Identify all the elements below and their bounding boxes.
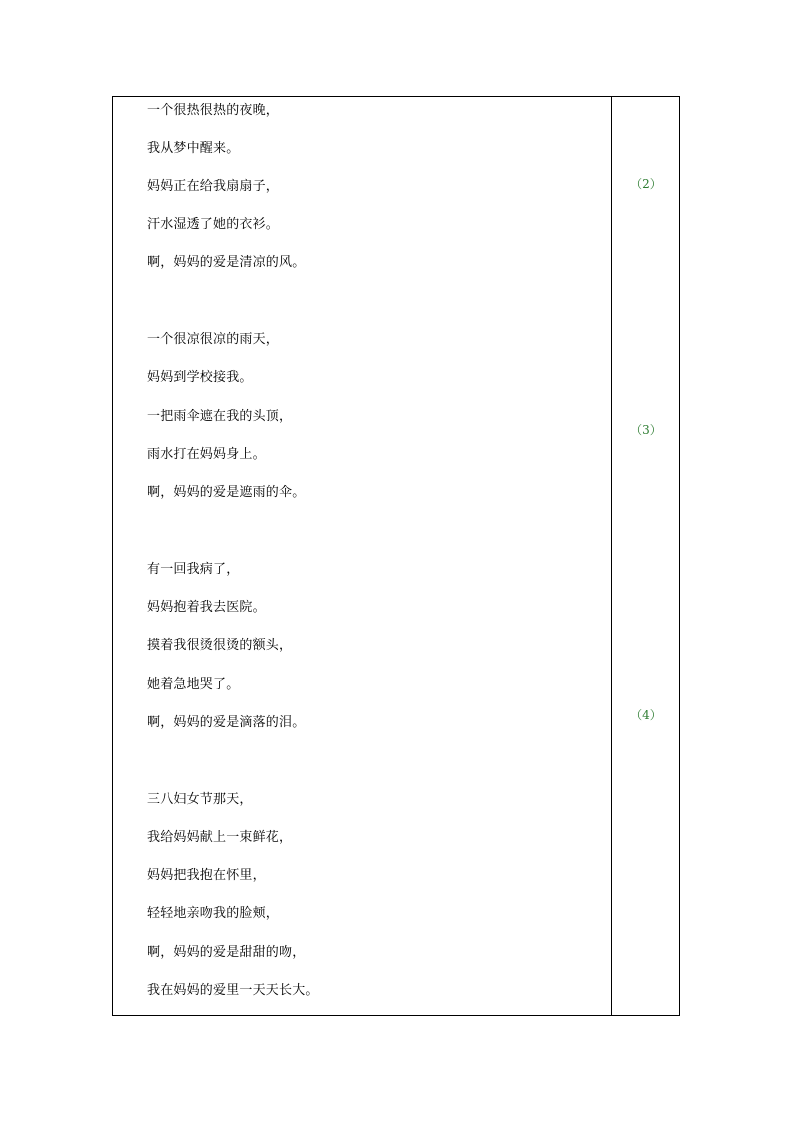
poem-line: 我在妈妈的爱里一天天长大。 xyxy=(147,983,319,998)
poem-line: 啊，妈妈的爱是滴落的泪。 xyxy=(147,715,306,730)
poem-line: 妈妈正在给我扇扇子， xyxy=(147,179,280,194)
poem-line: 轻轻地亲吻我的脸颊， xyxy=(147,906,280,921)
poem-line: 一个很热很热的夜晚， xyxy=(147,103,280,118)
poem-line: 摸着我很烫很烫的额头， xyxy=(147,638,293,653)
poem-line: 我从梦中醒来。 xyxy=(147,141,240,156)
poem-line: 一个很凉很凉的雨天， xyxy=(147,332,280,347)
poem-line: 有一回我病了， xyxy=(147,562,240,577)
poem-line: 她着急地哭了。 xyxy=(147,677,240,692)
poem-line: 妈妈把我抱在怀里， xyxy=(147,868,266,883)
poem-line: 雨水打在妈妈身上。 xyxy=(147,447,266,462)
poem-line: 妈妈到学校接我。 xyxy=(147,370,253,385)
poem-line: 啊，妈妈的爱是清凉的风。 xyxy=(147,255,306,270)
poem-line: 啊，妈妈的爱是甜甜的吻， xyxy=(147,945,306,960)
poem-line: 妈妈抱着我去医院。 xyxy=(147,600,266,615)
column-divider xyxy=(611,97,612,1015)
poem-line: 汗水湿透了她的衣衫。 xyxy=(147,217,280,232)
stanza-marker: （3） xyxy=(630,423,662,437)
poem-line: 啊，妈妈的爱是遮雨的伞。 xyxy=(147,485,306,500)
poem-line: 三八妇女节那天， xyxy=(147,792,253,807)
stanza-marker: （4） xyxy=(630,708,662,722)
stanza-marker: （2） xyxy=(630,177,662,191)
poem-line: 我给妈妈献上一束鲜花， xyxy=(147,830,293,845)
poem-line: 一把雨伞遮在我的头顶， xyxy=(147,409,293,424)
poem-table xyxy=(112,96,680,1016)
